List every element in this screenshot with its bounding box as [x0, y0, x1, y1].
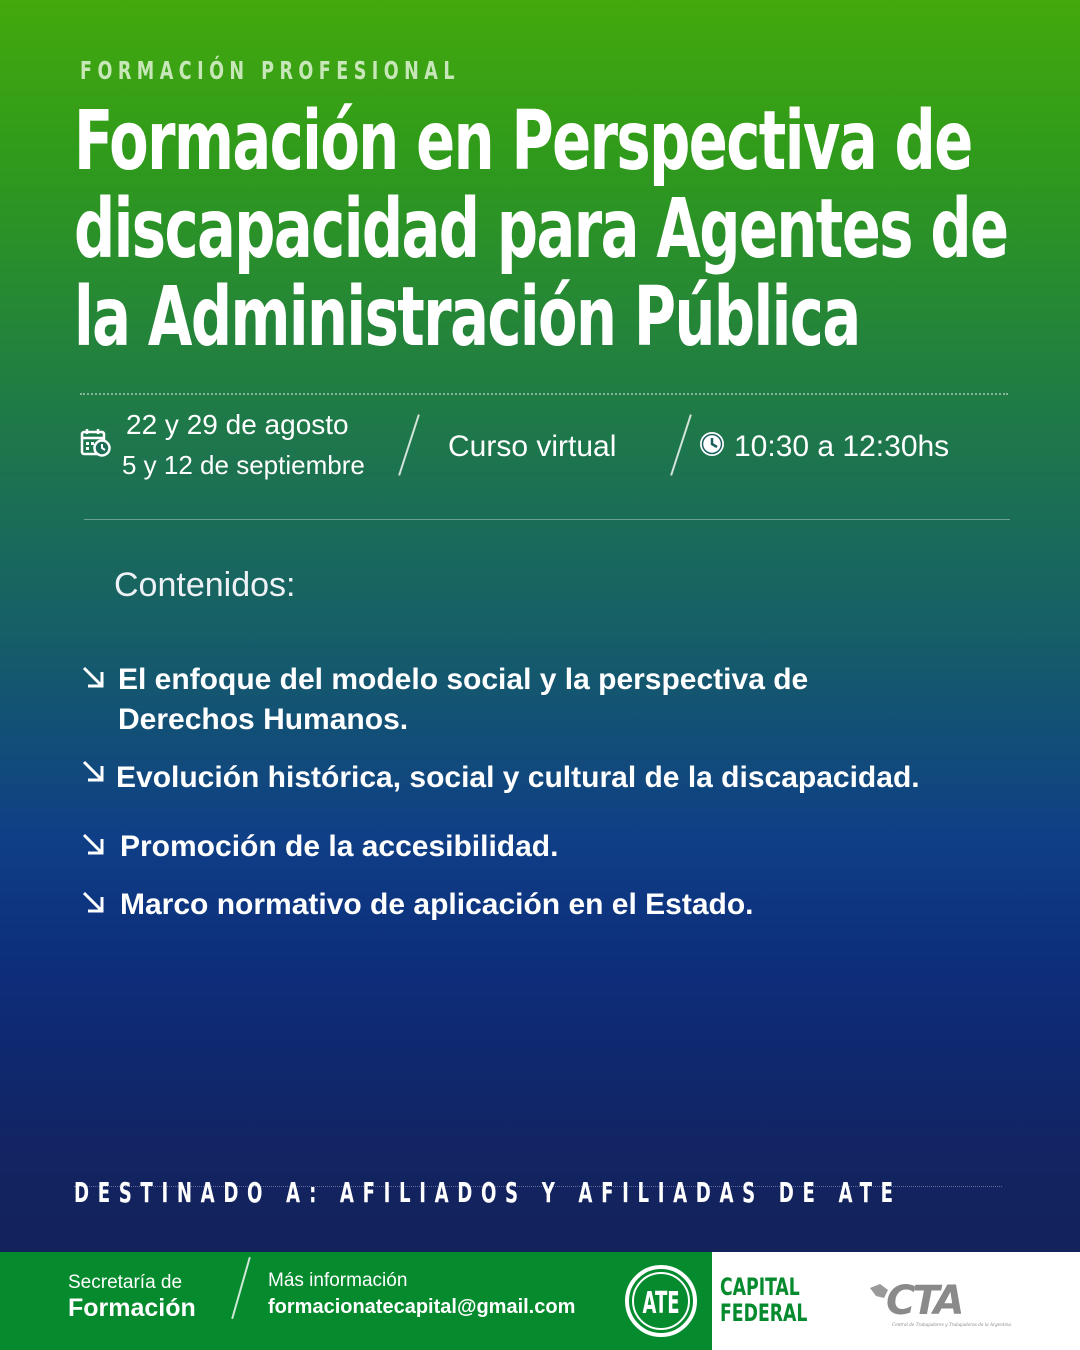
ate-logo [624, 1264, 698, 1338]
clock-icon [698, 430, 726, 458]
contents-heading: Contenidos: [114, 566, 296, 604]
cta-logo [866, 1274, 1016, 1334]
list-item-text-2: Evolución histórica, social y cultural de la discapacidad. [116, 761, 920, 794]
secretaria-label: Secretaría de [68, 1272, 183, 1293]
kicker-label: FORMACIÓN PROFESIONAL [80, 56, 460, 85]
separator-slash-2 [670, 414, 692, 475]
list-item-text-4: Marco normativo de aplicación en el Estado. [120, 888, 754, 921]
calendar-clock-icon [80, 428, 112, 458]
footer [0, 1252, 1080, 1350]
arrow-down-right-icon [80, 889, 106, 915]
dates-line-2: 5 y 12 de septiembre [122, 450, 365, 480]
audience-label: DESTINADO A: AFILIADOS Y AFILIADAS DE ATE [74, 1176, 902, 1209]
arrow-down-right-icon [80, 831, 106, 857]
arrow-down-right-icon [80, 758, 106, 784]
capital-federal-label: CAPITAL FEDERAL [720, 1273, 808, 1327]
contact-email[interactable]: formacionatecapital@gmail.com [268, 1296, 576, 1318]
title-line-1: Formación en Perspectiva de [74, 94, 972, 189]
cta-subtitle: Central de Trabajadores y Trabajadoras de la Argentina [892, 1322, 1012, 1327]
divider-line [84, 519, 1010, 520]
list-item [80, 660, 1060, 740]
list-item-text-3: Promoción de la accesibilidad. [120, 830, 559, 863]
secretaria-name: Formación [68, 1294, 196, 1322]
ate-logo-text: ATE [642, 1285, 680, 1321]
title-line-2: discapacidad para Agentes de [74, 182, 1008, 277]
course-mode: Curso virtual [448, 430, 617, 463]
page-title [74, 94, 1010, 365]
dotted-divider-bottom [74, 1186, 1002, 1187]
more-info-label: Más información [268, 1270, 408, 1291]
list-item [80, 758, 1060, 798]
cta-logo-text: CTA [886, 1278, 962, 1324]
dates-line-1: 22 y 29 de agosto [126, 409, 349, 440]
list-item-text-1b: Derechos Humanos. [118, 703, 409, 736]
schedule-time: 10:30 a 12:30hs [734, 430, 950, 463]
title-line-3: la Administración Pública [74, 270, 860, 365]
list-item [80, 827, 1060, 867]
list-item-text-1a: El enfoque del modelo social y la perspectiva de [118, 663, 809, 696]
arrow-down-right-icon [80, 664, 106, 690]
list-item [80, 885, 1060, 925]
dotted-divider-top [80, 393, 1008, 395]
separator-slash-1 [398, 414, 420, 475]
